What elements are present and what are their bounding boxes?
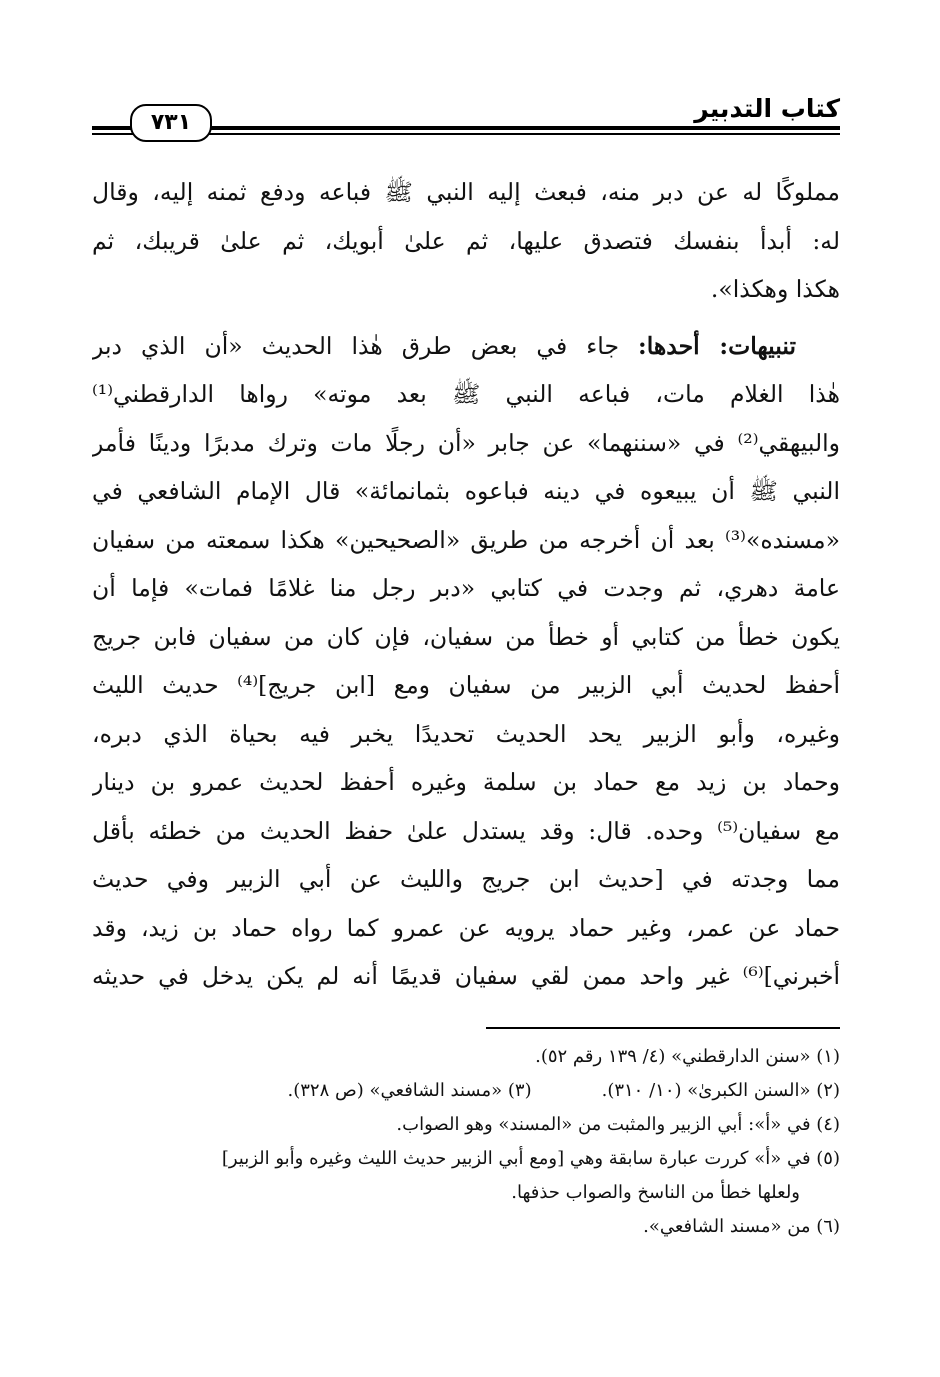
text-line: مع سفيان⁽⁵⁾ وحده. قال: وقد يستدل علىٰ حفظ الحديث من خطئه بأقل: [92, 816, 840, 845]
text-line: أخبرني]⁽⁶⁾ غير واحد ممن لقي سفيان قديمًا أنه لم يكن يدخل في حديثه: [92, 962, 840, 990]
footnote-row-2-3: [92, 1074, 840, 1108]
text-line: [92, 322, 840, 371]
footnote-3: (٣) «مسند الشافعي» (ص ٣٢٨).: [287, 1080, 532, 1101]
text-line: هكذا وهكذا».: [710, 275, 840, 303]
text-line: حماد عن عمر، وغير حماد يرويه عن عمرو كما رواه حماد بن زيد، وقد: [92, 913, 840, 942]
footnote-2: (٢) «السنن الكبرىٰ» (١٠/ ٣١٠).: [601, 1080, 840, 1101]
text-line: أحفظ لحديث أبي الزبير من سفيان ومع [ابن جريج]⁽⁴⁾ حديث الليث: [92, 671, 840, 699]
chapter-title: كتاب التدبير: [694, 94, 840, 123]
text-line: يكون خطأ من كتابي أو خطأ من سفيان، فإن كان من سفيان فابن جريج: [92, 622, 840, 651]
paragraph-2: [92, 322, 840, 1001]
text-line: عامة دهري، ثم وجدت في كتابي «دبر رجل منا غلامًا فمات» فإما أن: [92, 574, 840, 602]
text-line: هٰذا الغلام مات، فباعه النبي ﷺ بعد موته» رواها الدارقطني⁽¹⁾: [92, 380, 840, 408]
text-line: النبي ﷺ أن يبيعوه في دينه فباعوه بثمانمائة» قال الإمام الشافعي في: [92, 477, 840, 505]
main-text: [92, 168, 840, 1009]
footnote-4: (٤) في «أ»: أبي الزبير والمثبت من «المسند» وهو الصواب.: [396, 1114, 840, 1135]
text-line: مملوكًا له عن دبر منه، فبعث إليه النبي ﷺ فباعه ودفع ثمنه إليه، وقال: [92, 178, 840, 206]
text-line: وحماد بن زيد مع حماد بن سلمة وغيره أحفظ لحديث عمرو بن دينار: [92, 768, 840, 796]
page-number: ٧٣١: [130, 104, 212, 142]
text-line: له: أبدأ بنفسك فتصدق عليها، ثم علىٰ أبويك، ثم علىٰ قريبك، ثم: [92, 226, 840, 255]
footnote-1: (١) «سنن الدارقطني» (٤/ ١٣٩ رقم ٥٢).: [535, 1046, 840, 1067]
footnote-5-continuation: ولعلها خطأ من الناسخ والصواب حذفها.: [511, 1182, 800, 1203]
page-header: [92, 92, 840, 148]
text-line: وغيره، وأبو الزبير يحد الحديث تحديدًا يخبر فيه بحياة الذي دبره،: [92, 719, 840, 748]
text-run: جاء في بعض طرق هٰذا الحديث «أن الذي دبر: [92, 331, 639, 360]
footnote-separator: [486, 1027, 840, 1029]
notes-heading: تنبيهات: أحدها:: [638, 331, 796, 360]
text-line: «مسنده»⁽³⁾ بعد أن أخرجه من طريق «الصحيحين» هكذا سمعته من سفيان: [92, 525, 840, 554]
footnote-6: (٦) من «مسند الشافعي».: [643, 1216, 840, 1237]
text-line: والبيهقي⁽²⁾ في «سننهما» عن جابر «أن رجلًا مات وترك مدبرًا ودينًا فأمر: [92, 428, 840, 457]
footnote-5: (٥) في «أ» كررت عبارة سابقة وهي [ومع أبي الزبير حديث الليث وغيره وأبو الزبير]: [221, 1148, 840, 1169]
text-line: مما وجدته في [حديث ابن جريج والليث عن أبي الزبير وفي حديث: [92, 865, 840, 893]
paragraph-1: [92, 168, 840, 314]
footnotes: [92, 1040, 840, 1244]
